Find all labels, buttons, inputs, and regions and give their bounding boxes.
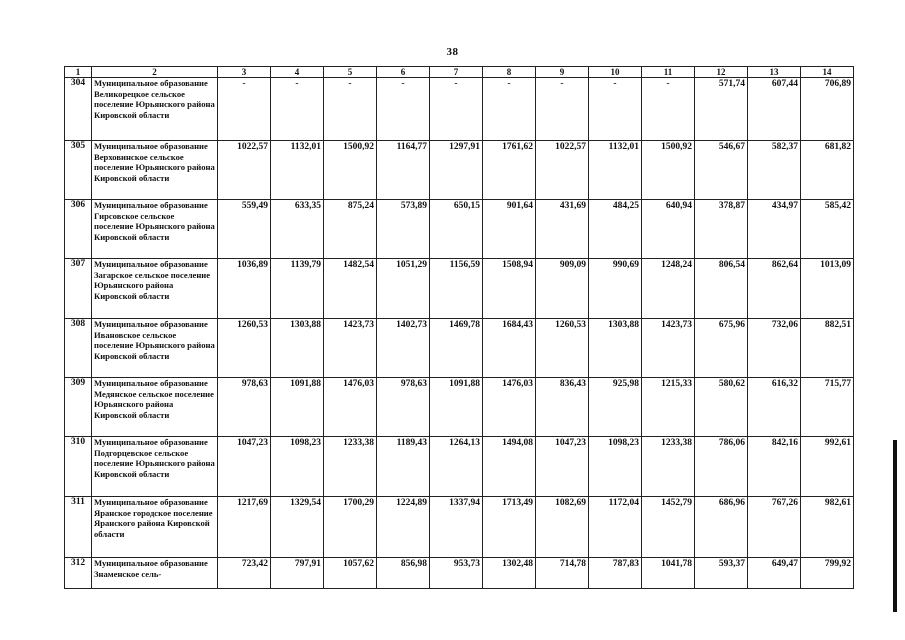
column-header-3: 3 [218, 67, 271, 78]
value-cell-col-13: 616,32 [748, 378, 801, 437]
value-cell-col-11: 1215,33 [642, 378, 695, 437]
value-cell-col-12: 786,06 [695, 437, 748, 497]
column-header-9: 9 [536, 67, 589, 78]
column-header-2: 2 [92, 67, 218, 78]
value-cell-col-9: - [536, 78, 589, 141]
column-header-1: 1 [65, 67, 92, 78]
value-cell-col-10: - [589, 78, 642, 141]
value-cell-col-12: 378,87 [695, 200, 748, 259]
value-cell-col-10: 484,25 [589, 200, 642, 259]
value-cell-col-14: 1013,09 [801, 259, 854, 319]
column-header-12: 12 [695, 67, 748, 78]
municipality-name-cell: Муниципальное образование Знаменское сель- [92, 558, 218, 589]
municipality-name-cell: Муниципальное образование Подгорцевское сельское поселение Юрьянского района Кировской области [92, 437, 218, 497]
value-cell-col-9: 714,78 [536, 558, 589, 589]
value-cell-col-5: 1057,62 [324, 558, 377, 589]
value-cell-col-11: 1452,79 [642, 497, 695, 558]
value-cell-col-3: 723,42 [218, 558, 271, 589]
row-number-cell: 312 [65, 558, 92, 589]
value-cell-col-11: 1233,38 [642, 437, 695, 497]
value-cell-col-11: 1423,73 [642, 319, 695, 378]
column-header-10: 10 [589, 67, 642, 78]
value-cell-col-10: 925,98 [589, 378, 642, 437]
value-cell-col-3: - [218, 78, 271, 141]
table-row [65, 141, 854, 200]
value-cell-col-8: 1494,08 [483, 437, 536, 497]
table-body [65, 78, 854, 589]
value-cell-col-9: 909,09 [536, 259, 589, 319]
value-cell-col-10: 1172,04 [589, 497, 642, 558]
table-row [65, 319, 854, 378]
value-cell-col-14: 585,42 [801, 200, 854, 259]
value-cell-col-5: - [324, 78, 377, 141]
row-number-cell: 309 [65, 378, 92, 437]
value-cell-col-5: 1476,03 [324, 378, 377, 437]
table-row [65, 497, 854, 558]
municipality-name-cell: Муниципальное образование Яранское городское поселение Яранского района Кировской области [92, 497, 218, 558]
column-header-13: 13 [748, 67, 801, 78]
value-cell-col-7: 1469,78 [430, 319, 483, 378]
value-cell-col-11: 1248,24 [642, 259, 695, 319]
value-cell-col-8: 1761,62 [483, 141, 536, 200]
value-cell-col-9: 1047,23 [536, 437, 589, 497]
value-cell-col-12: 806,54 [695, 259, 748, 319]
value-cell-col-5: 1482,54 [324, 259, 377, 319]
table-row [65, 558, 854, 589]
value-cell-col-11: 1500,92 [642, 141, 695, 200]
value-cell-col-9: 836,43 [536, 378, 589, 437]
value-cell-col-3: 1260,53 [218, 319, 271, 378]
value-cell-col-14: 799,92 [801, 558, 854, 589]
column-header-7: 7 [430, 67, 483, 78]
header-row [65, 67, 854, 78]
value-cell-col-8: - [483, 78, 536, 141]
row-number-cell: 304 [65, 78, 92, 141]
value-cell-col-5: 875,24 [324, 200, 377, 259]
value-cell-col-12: 593,37 [695, 558, 748, 589]
municipality-name-cell: Муниципальное образование Верховинское сельское поселение Юрьянского района Кировской области [92, 141, 218, 200]
value-cell-col-5: 1423,73 [324, 319, 377, 378]
value-cell-col-6: 573,89 [377, 200, 430, 259]
scan-edge-bar [893, 440, 897, 612]
value-cell-col-7: 650,15 [430, 200, 483, 259]
row-number-cell: 307 [65, 259, 92, 319]
value-cell-col-8: 1508,94 [483, 259, 536, 319]
value-cell-col-6: 1402,73 [377, 319, 430, 378]
municipality-name-cell: Муниципальное образование Ивановское сельское поселение Юрьянского района Кировской области [92, 319, 218, 378]
row-number-cell: 311 [65, 497, 92, 558]
value-cell-col-12: 571,74 [695, 78, 748, 141]
municipality-name-cell: Муниципальное образование Великорецкое сельское поселение Юрьянского района Кировской области [92, 78, 218, 141]
value-cell-col-4: 1139,79 [271, 259, 324, 319]
table-row [65, 200, 854, 259]
value-cell-col-3: 1036,89 [218, 259, 271, 319]
value-cell-col-7: 1156,59 [430, 259, 483, 319]
value-cell-col-4: 1091,88 [271, 378, 324, 437]
value-cell-col-5: 1233,38 [324, 437, 377, 497]
table-row [65, 437, 854, 497]
value-cell-col-4: 797,91 [271, 558, 324, 589]
value-cell-col-9: 1082,69 [536, 497, 589, 558]
value-cell-col-5: 1500,92 [324, 141, 377, 200]
value-cell-col-14: 681,82 [801, 141, 854, 200]
value-cell-col-12: 546,67 [695, 141, 748, 200]
table-row [65, 78, 854, 141]
value-cell-col-7: 1297,91 [430, 141, 483, 200]
value-cell-col-3: 1217,69 [218, 497, 271, 558]
value-cell-col-14: 715,77 [801, 378, 854, 437]
value-cell-col-12: 580,62 [695, 378, 748, 437]
value-cell-col-14: 982,61 [801, 497, 854, 558]
value-cell-col-9: 1260,53 [536, 319, 589, 378]
value-cell-col-3: 978,63 [218, 378, 271, 437]
value-cell-col-11: - [642, 78, 695, 141]
value-cell-col-13: 649,47 [748, 558, 801, 589]
value-cell-col-10: 1098,23 [589, 437, 642, 497]
value-cell-col-10: 990,69 [589, 259, 642, 319]
value-cell-col-4: 1098,23 [271, 437, 324, 497]
value-cell-col-8: 1684,43 [483, 319, 536, 378]
value-cell-col-4: 1132,01 [271, 141, 324, 200]
municipality-name-cell: Муниципальное образование Загарское сельское поселение Юрьянского района Кировской области [92, 259, 218, 319]
column-header-4: 4 [271, 67, 324, 78]
column-header-5: 5 [324, 67, 377, 78]
value-cell-col-13: 434,97 [748, 200, 801, 259]
value-cell-col-13: 732,06 [748, 319, 801, 378]
row-number-cell: 308 [65, 319, 92, 378]
column-header-14: 14 [801, 67, 854, 78]
municipality-name-cell: Муниципальное образование Гирсовское сельское поселение Юрьянского района Кировской области [92, 200, 218, 259]
value-cell-col-7: 953,73 [430, 558, 483, 589]
value-cell-col-10: 1132,01 [589, 141, 642, 200]
value-cell-col-9: 1022,57 [536, 141, 589, 200]
value-cell-col-8: 1476,03 [483, 378, 536, 437]
value-cell-col-13: 767,26 [748, 497, 801, 558]
row-number-cell: 306 [65, 200, 92, 259]
value-cell-col-6: 1224,89 [377, 497, 430, 558]
value-cell-col-4: 1303,88 [271, 319, 324, 378]
value-cell-col-7: - [430, 78, 483, 141]
value-cell-col-12: 675,96 [695, 319, 748, 378]
value-cell-col-5: 1700,29 [324, 497, 377, 558]
table-header [65, 67, 854, 78]
value-cell-col-6: 1189,43 [377, 437, 430, 497]
page-number: 38 [446, 46, 459, 58]
value-cell-col-9: 431,69 [536, 200, 589, 259]
table-row [65, 259, 854, 319]
value-cell-col-8: 1713,49 [483, 497, 536, 558]
column-header-11: 11 [642, 67, 695, 78]
value-cell-col-11: 1041,78 [642, 558, 695, 589]
value-cell-col-8: 1302,48 [483, 558, 536, 589]
value-cell-col-10: 1303,88 [589, 319, 642, 378]
value-cell-col-14: 882,51 [801, 319, 854, 378]
value-cell-col-3: 1022,57 [218, 141, 271, 200]
value-cell-col-3: 559,49 [218, 200, 271, 259]
value-cell-col-10: 787,83 [589, 558, 642, 589]
municipality-name-cell: Муниципальное образование Медянское сельское поселение Юрьянского района Кировской области [92, 378, 218, 437]
value-cell-col-4: 1329,54 [271, 497, 324, 558]
value-cell-col-7: 1337,94 [430, 497, 483, 558]
value-cell-col-11: 640,94 [642, 200, 695, 259]
row-number-cell: 310 [65, 437, 92, 497]
value-cell-col-14: 706,89 [801, 78, 854, 141]
value-cell-col-13: 582,37 [748, 141, 801, 200]
value-cell-col-4: 633,35 [271, 200, 324, 259]
column-header-6: 6 [377, 67, 430, 78]
value-cell-col-12: 686,96 [695, 497, 748, 558]
value-cell-col-14: 992,61 [801, 437, 854, 497]
table-row [65, 378, 854, 437]
data-table [64, 66, 854, 589]
value-cell-col-6: 856,98 [377, 558, 430, 589]
value-cell-col-8: 901,64 [483, 200, 536, 259]
value-cell-col-7: 1091,88 [430, 378, 483, 437]
value-cell-col-13: 862,64 [748, 259, 801, 319]
column-header-8: 8 [483, 67, 536, 78]
value-cell-col-6: - [377, 78, 430, 141]
value-cell-col-4: - [271, 78, 324, 141]
value-cell-col-6: 1164,77 [377, 141, 430, 200]
value-cell-col-7: 1264,13 [430, 437, 483, 497]
row-number-cell: 305 [65, 141, 92, 200]
value-cell-col-6: 978,63 [377, 378, 430, 437]
value-cell-col-13: 842,16 [748, 437, 801, 497]
value-cell-col-6: 1051,29 [377, 259, 430, 319]
value-cell-col-13: 607,44 [748, 78, 801, 141]
value-cell-col-3: 1047,23 [218, 437, 271, 497]
